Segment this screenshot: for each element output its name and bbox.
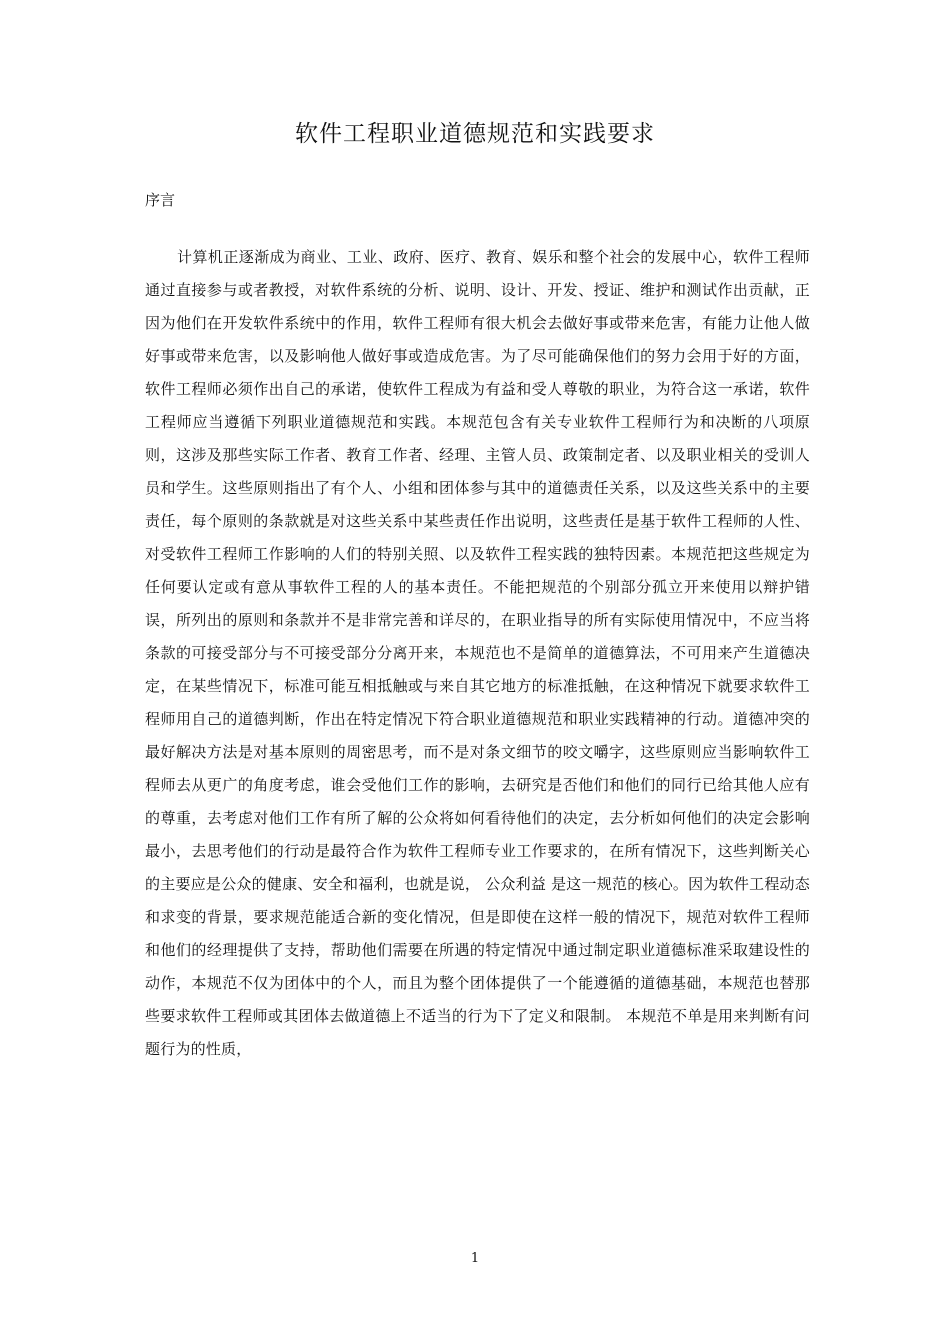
preface-heading: 序言 xyxy=(145,191,176,209)
document-title: 软件工程职业道德规范和实践要求 xyxy=(295,121,655,147)
page-number: 1 xyxy=(470,1251,480,1266)
body-paragraph: 计算机正逐渐成为商业、工业、政府、医疗、教育、娱乐和整个社会的发展中心，软件工程师通过直接参与或者教授，对软件系统的分析、说明、设计、开发、授证、维护和测试作出贡献，正因为他们在开发软件系统中的作用，软件工程师有很大机会去做好事或带来危害，有能力让他人做好事或带来危害，以及影响他人做好事或造成危害。为了尽可能确保他们的努力会用于好的方面，软件工程师必须作出自己的承诺，使软件工程成为有益和受人尊敬的职业，为符合这一承诺，软件工程师应当遵循下列职业道德规范和实践。本规范包含有关专业软件工程师行为和决断的八项原则，这涉及那些实际工作者、教育工作者、经理、主管人员、政策制定者、以及职业相关的受训人员和学生。这些原则指出了有个人、小组和团体参与其中的道德责任关系，以及这些关系中的主要责任，每个原则的条款就是对这些关系中某些责任作出说明，这些责任是基于软件工程师的人性、对受软件工程师工作影响的人们的特别关照、以及软件工程实践的独特因素。本规范把这些规定为任何要认定或有意从事软件工程的人的基本责任。不能把规范的个别部分孤立开来使用以辩护错误，所列出的原则和条款并不是非常完善和详尽的，在职业指导的所有实际使用情况中，不应当将条款的可接受部分与不可接受部分分离开来，本规范也不是简单的道德算法，不可用来产生道德决定，在某些情况下，标准可能互相抵触或与来自其它地方的标准抵触，在这种情况下就要求软件工程师用自己的道德判断，作出在特定情况下符合职业道德规范和职业实践精神的行动。道德冲突的最好解决方法是对基本原则的周密思考，而不是对条文细节的咬文嚼字，这些原则应当影响软件工程师去从更广的角度考虑，谁会受他们工作的影响，去研究是否他们和他们的同行已给其他人应有的尊重，去考虑对他们工作有所了解的公众将如何看待他们的决定，去分析如何他们的决定会影响最小，去思考他们的行动是最符合作为软件工程师专业工作要求的，在所有情况下，这些判断关心的主要应是公众的健康、安全和福利，也就是说， 公众利益 是这一规范的核心。因为软件工程动态和求变的背景，要求规范能适合新的变化情况，但是即使在这样一般的情况下，规范对软件工程师和他们的经理提供了支持，帮助他们需要在所遇的特定情况中通过制定职业道德标准采取建设性的动作，本规范不仅为团体中的个人，而且为整个团体提供了一个能遵循的道德基础，本规范也替那些要求软件工程师或其团体去做道德上不适当的行为下了定义和限制。 本规范不单是用来判断有问题行为的性质， xyxy=(145,248,810,1058)
